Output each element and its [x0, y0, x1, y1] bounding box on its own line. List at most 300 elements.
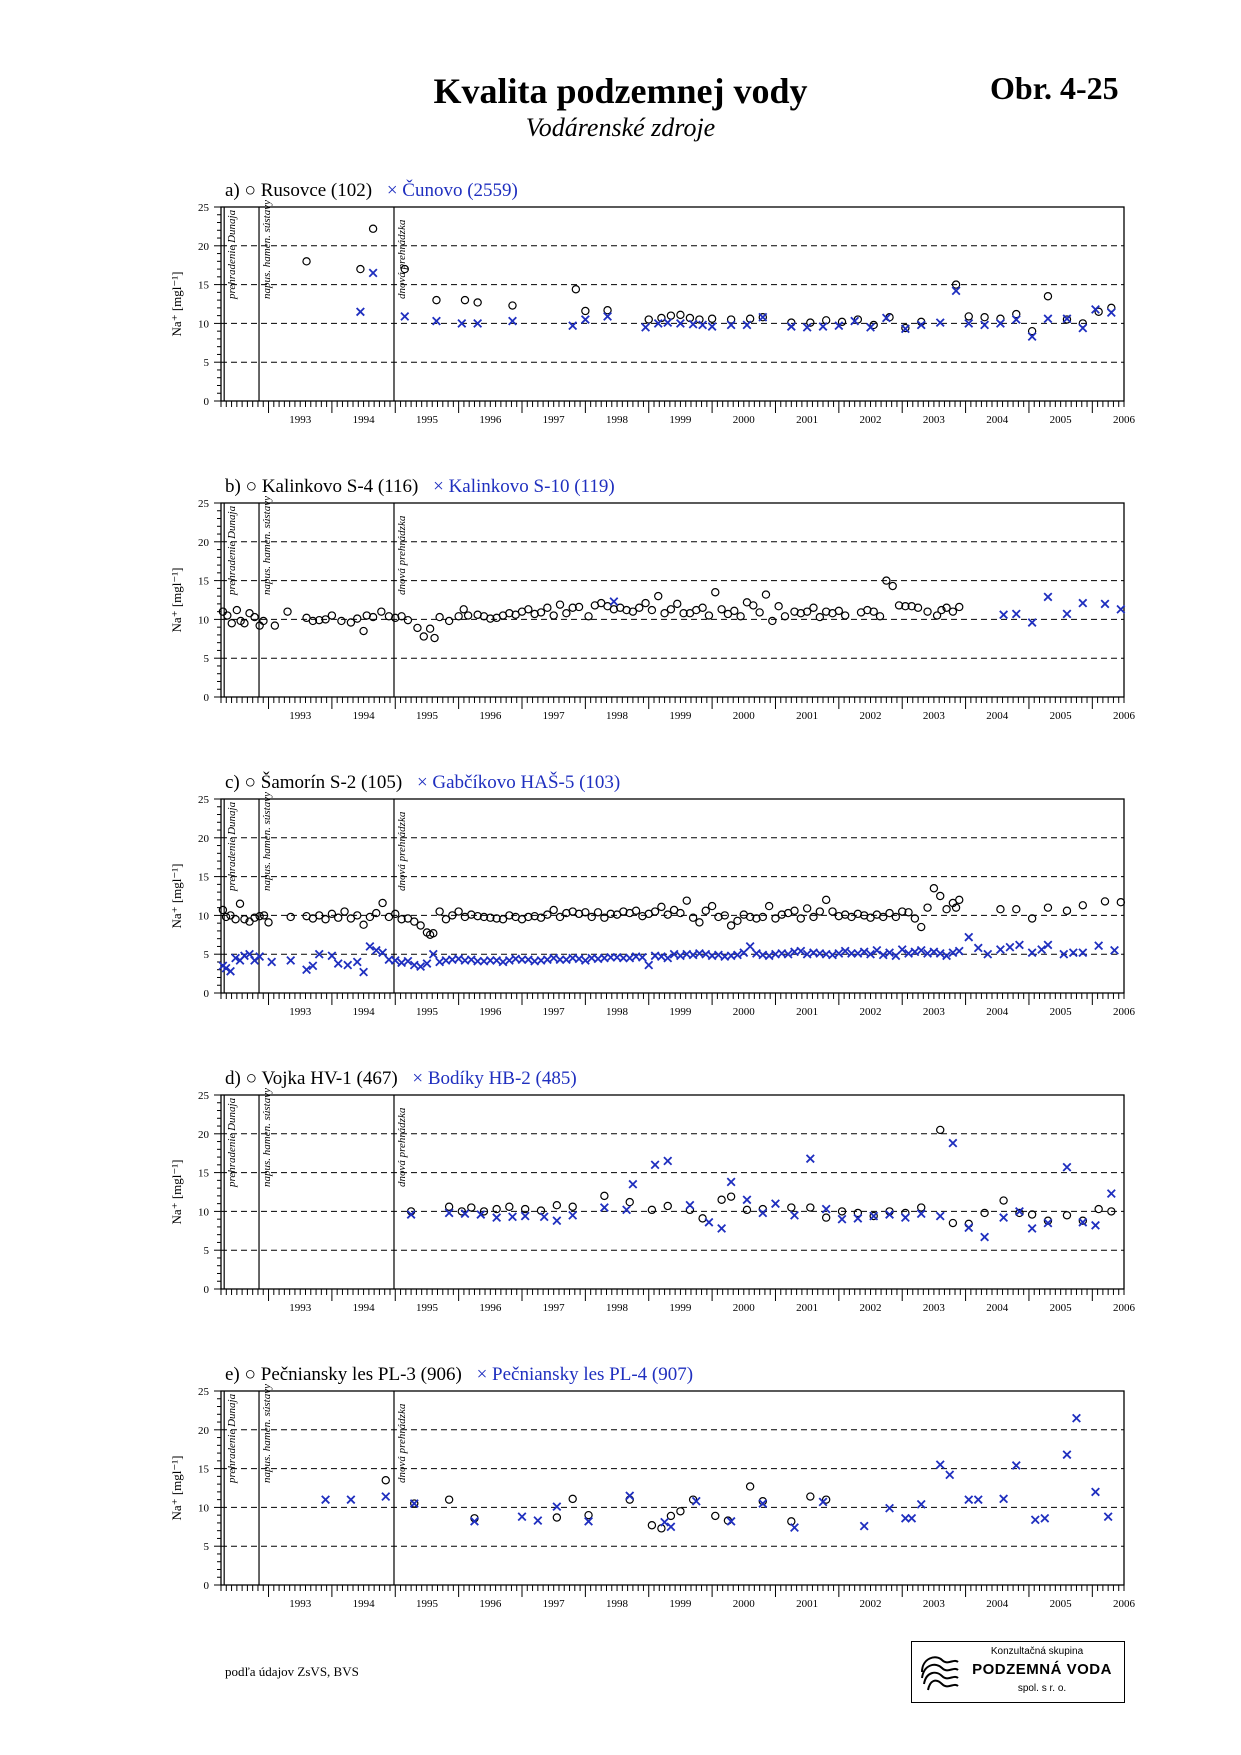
- data-point-circle: [807, 1493, 814, 1500]
- data-point-circle: [228, 620, 235, 627]
- panel-b-cross-name: × Kalinkovo S-10 (119): [433, 476, 615, 497]
- x-tick-label: 2001: [796, 1006, 819, 1018]
- data-point-circle: [747, 1483, 754, 1490]
- data-point-cross: [807, 1155, 815, 1163]
- x-tick-label: 1996: [479, 710, 502, 722]
- x-tick-label: 2002: [859, 710, 882, 722]
- x-tick-label: 1997: [542, 414, 565, 426]
- page-subtitle: Vodárenské zdroje: [525, 113, 716, 142]
- x-tick-label: 2006: [1113, 1006, 1135, 1018]
- x-tick-label: 1995: [415, 710, 438, 722]
- data-point-cross: [499, 958, 507, 966]
- data-point-circle: [842, 612, 849, 619]
- data-point-circle: [664, 911, 671, 918]
- y-axis-label: Na⁺ [mgl⁻¹]: [169, 1159, 184, 1225]
- data-point-cross: [553, 1503, 561, 1511]
- x-tick-label: 1995: [415, 1006, 438, 1018]
- data-point-cross: [1012, 316, 1020, 324]
- data-point-circle: [233, 606, 240, 613]
- data-point-circle: [892, 913, 899, 920]
- data-point-circle: [563, 610, 570, 617]
- x-tick-label: 2004: [986, 710, 1009, 722]
- data-point-circle: [1000, 1197, 1007, 1204]
- data-point-circle: [544, 604, 551, 611]
- data-point-cross: [1028, 949, 1036, 957]
- data-point-circle: [287, 913, 294, 920]
- x-tick-label: 2001: [796, 1598, 819, 1610]
- data-point-circle: [446, 1496, 453, 1503]
- y-axis-label: Na⁺ [mgl⁻¹]: [169, 863, 184, 929]
- data-point-cross: [1028, 333, 1036, 341]
- data-point-circle: [222, 913, 229, 920]
- y-tick-label: 10: [198, 614, 209, 627]
- data-point-circle: [585, 613, 592, 620]
- x-tick-label: 1996: [479, 1006, 502, 1018]
- x-tick-label: 2002: [859, 1302, 882, 1314]
- data-point-circle: [816, 908, 823, 915]
- data-point-cross: [1031, 1516, 1039, 1524]
- panel-a-chart: [0, 195, 1241, 445]
- data-point-circle: [918, 923, 925, 930]
- data-point-circle: [728, 922, 735, 929]
- data-point-circle: [658, 903, 665, 910]
- data-point-cross: [582, 957, 590, 965]
- data-point-cross: [1063, 610, 1071, 618]
- x-tick-label: 1999: [669, 1598, 692, 1610]
- data-point-cross: [328, 952, 336, 960]
- data-point-cross: [629, 1180, 637, 1188]
- y-tick-label: 0: [203, 988, 209, 1000]
- y-tick-label: 25: [198, 1090, 209, 1102]
- data-point-circle: [632, 907, 639, 914]
- data-point-cross: [357, 308, 365, 316]
- x-tick-label: 2006: [1113, 414, 1135, 426]
- data-point-cross: [835, 950, 843, 958]
- data-point-circle: [816, 613, 823, 620]
- x-tick-label: 1998: [606, 1302, 629, 1314]
- data-point-circle: [354, 615, 361, 622]
- plot-frame: [221, 1095, 1124, 1289]
- data-point-cross: [677, 952, 685, 960]
- data-point-cross: [601, 1204, 609, 1212]
- x-tick-label: 2005: [1049, 710, 1072, 722]
- data-point-cross: [686, 1201, 694, 1209]
- event-label: prehradenie Dunaja: [226, 505, 239, 595]
- x-tick-label: 1997: [542, 710, 565, 722]
- x-tick-label: 2005: [1049, 1006, 1072, 1018]
- event-label: prehradenie Dunaja: [226, 209, 239, 299]
- panel-e-chart: [0, 1379, 1241, 1629]
- data-point-circle: [572, 286, 579, 293]
- data-point-circle: [924, 608, 931, 615]
- data-point-circle: [382, 1477, 389, 1484]
- page-title: Kvalita podzemnej vody: [433, 71, 808, 111]
- data-point-cross: [949, 1139, 957, 1147]
- data-point-cross: [287, 957, 295, 965]
- x-tick-label: 2004: [986, 414, 1009, 426]
- data-point-cross: [727, 321, 735, 329]
- y-tick-label: 20: [198, 1128, 209, 1141]
- data-point-circle: [427, 625, 434, 632]
- data-point-circle: [1095, 1205, 1102, 1212]
- data-point-cross: [1070, 949, 1078, 957]
- data-point-circle: [550, 906, 557, 913]
- data-point-circle: [544, 911, 551, 918]
- data-point-cross: [268, 958, 276, 966]
- data-point-cross: [468, 956, 476, 964]
- data-point-cross: [1012, 610, 1020, 618]
- data-point-circle: [829, 908, 836, 915]
- data-point-cross: [981, 321, 989, 329]
- event-label: napus. hamen. sústavy: [261, 496, 274, 595]
- data-point-cross: [610, 598, 618, 606]
- y-tick-label: 20: [198, 1424, 209, 1437]
- data-point-circle: [709, 315, 716, 322]
- data-point-circle: [677, 909, 684, 916]
- panel-d-circle-prefix: d) ○: [225, 1068, 258, 1089]
- data-point-cross: [360, 968, 368, 976]
- data-point-circle: [436, 908, 443, 915]
- data-point-cross: [753, 950, 761, 958]
- data-point-circle: [823, 896, 830, 903]
- data-point-circle: [1013, 906, 1020, 913]
- y-axis-label: Na⁺ [mgl⁻¹]: [169, 1455, 184, 1521]
- data-point-circle: [626, 1198, 633, 1205]
- data-point-circle: [392, 910, 399, 917]
- data-point-circle: [1063, 1212, 1070, 1219]
- data-point-cross: [379, 949, 387, 957]
- data-point-cross: [854, 1215, 862, 1223]
- x-tick-label: 1999: [669, 1006, 692, 1018]
- data-point-cross: [1000, 1214, 1008, 1222]
- x-tick-label: 2000: [732, 1598, 755, 1610]
- panel-d-cross-name: × Bodíky HB-2 (485): [412, 1068, 577, 1089]
- data-point-circle: [335, 914, 342, 921]
- data-point-circle: [981, 314, 988, 321]
- data-point-circle: [712, 589, 719, 596]
- data-point-circle: [750, 602, 757, 609]
- data-point-cross: [227, 967, 235, 975]
- x-tick-label: 2000: [732, 710, 755, 722]
- logo-line3: spol. s r. o.: [1017, 1683, 1067, 1694]
- data-point-cross: [705, 1218, 713, 1226]
- event-label: napus. hamen. sústavy: [261, 1384, 274, 1483]
- data-point-cross: [743, 321, 751, 329]
- data-point-cross: [1079, 324, 1087, 332]
- data-point-cross: [791, 1524, 799, 1532]
- data-point-cross: [569, 1211, 577, 1219]
- data-point-circle: [465, 612, 472, 619]
- event-label: napus. hamen. sústavy: [261, 1088, 274, 1187]
- data-point-circle: [804, 905, 811, 912]
- y-tick-label: 15: [198, 575, 209, 588]
- y-tick-label: 20: [198, 832, 209, 845]
- data-point-cross: [936, 1461, 944, 1469]
- panel-a-circle-name: Rusovce (102): [260, 180, 373, 201]
- data-point-circle: [651, 908, 658, 915]
- panel-d-circle-name: Vojka HV-1 (467): [261, 1068, 398, 1089]
- data-point-circle: [455, 613, 462, 620]
- data-point-circle: [224, 612, 231, 619]
- data-point-circle: [341, 908, 348, 915]
- data-point-circle: [569, 1495, 576, 1502]
- data-point-circle: [674, 600, 681, 607]
- data-point-cross: [689, 951, 697, 959]
- data-point-cross: [642, 323, 650, 331]
- panel-a-cross-name: × Čunovo (2559): [386, 180, 518, 201]
- x-tick-label: 2000: [732, 1006, 755, 1018]
- panel-a-circle-prefix: a) ○: [225, 180, 256, 201]
- event-label: napus. hamen. sústavy: [261, 200, 274, 299]
- panel-c-circle-name: Šamorín S-2 (105): [260, 772, 403, 793]
- data-point-cross: [353, 958, 361, 966]
- data-point-cross: [664, 1157, 672, 1165]
- data-point-circle: [260, 617, 267, 624]
- x-tick-label: 1996: [479, 1302, 502, 1314]
- x-tick-label: 2001: [796, 710, 819, 722]
- y-tick-label: 5: [203, 1245, 209, 1258]
- data-point-circle: [956, 896, 963, 903]
- data-point-circle: [474, 299, 481, 306]
- x-tick-label: 1996: [479, 414, 502, 426]
- data-point-circle: [582, 307, 589, 314]
- x-tick-label: 1999: [669, 1302, 692, 1314]
- data-point-circle: [791, 907, 798, 914]
- plot-frame: [221, 503, 1124, 697]
- x-tick-label: 2003: [922, 414, 945, 426]
- event-label: prehradenie Dunaja: [226, 801, 239, 891]
- data-point-circle: [506, 1203, 513, 1210]
- y-tick-label: 25: [198, 1386, 209, 1398]
- data-point-circle: [232, 916, 239, 923]
- data-point-cross: [525, 956, 533, 964]
- event-label: napus. hamen. sústavy: [261, 792, 274, 891]
- x-tick-label: 2006: [1113, 1598, 1135, 1610]
- data-point-circle: [284, 608, 291, 615]
- data-point-cross: [902, 1214, 910, 1222]
- logo-line1: Konzultačná skupina: [990, 1646, 1084, 1657]
- data-point-cross: [718, 1225, 726, 1233]
- data-point-cross: [1095, 942, 1103, 950]
- x-tick-label: 2005: [1049, 1598, 1072, 1610]
- data-point-cross: [997, 946, 1005, 954]
- y-tick-label: 25: [198, 498, 209, 510]
- x-tick-label: 1995: [415, 1598, 438, 1610]
- data-point-circle: [728, 1193, 735, 1200]
- data-point-cross: [626, 954, 634, 962]
- data-point-cross: [493, 1214, 501, 1222]
- data-point-cross: [981, 1233, 989, 1241]
- event-label: prehradenie Dunaja: [226, 1393, 239, 1483]
- data-point-cross: [870, 1212, 878, 1220]
- x-tick-label: 1998: [606, 710, 629, 722]
- data-point-circle: [705, 612, 712, 619]
- data-point-cross: [1044, 315, 1052, 323]
- x-tick-label: 1998: [606, 1006, 629, 1018]
- data-point-circle: [655, 593, 662, 600]
- x-tick-label: 1993: [289, 1302, 312, 1314]
- data-point-circle: [683, 897, 690, 904]
- data-point-circle: [835, 607, 842, 614]
- x-tick-label: 1994: [352, 414, 375, 426]
- data-point-circle: [756, 609, 763, 616]
- data-point-circle: [937, 892, 944, 899]
- data-point-cross: [344, 961, 352, 969]
- data-point-circle: [667, 606, 674, 613]
- data-point-cross: [322, 1496, 330, 1504]
- y-tick-label: 20: [198, 240, 209, 253]
- x-tick-label: 1994: [352, 1006, 375, 1018]
- data-point-cross: [534, 1517, 542, 1525]
- data-point-circle: [461, 297, 468, 304]
- data-point-circle: [338, 617, 345, 624]
- data-point-cross: [965, 1496, 973, 1504]
- data-point-cross: [1044, 593, 1052, 601]
- data-point-circle: [256, 622, 263, 629]
- data-point-circle: [924, 904, 931, 911]
- x-tick-label: 1995: [415, 1302, 438, 1314]
- data-point-circle: [433, 297, 440, 304]
- panel-e-circle-prefix: e) ○: [225, 1364, 256, 1385]
- data-point-cross: [582, 316, 590, 324]
- data-point-cross: [540, 1213, 548, 1221]
- data-point-circle: [949, 608, 956, 615]
- x-tick-label: 1997: [542, 1006, 565, 1018]
- data-point-cross: [347, 1496, 355, 1504]
- data-point-circle: [1029, 1211, 1036, 1218]
- y-tick-label: 0: [203, 396, 209, 408]
- data-point-cross: [974, 944, 982, 952]
- data-point-cross: [759, 313, 767, 321]
- event-label: prehradenie Dunaja: [226, 1097, 239, 1187]
- data-point-circle: [943, 906, 950, 913]
- data-point-cross: [645, 961, 653, 969]
- data-point-cross: [410, 1500, 418, 1508]
- data-point-cross: [1101, 600, 1109, 608]
- x-tick-label: 2004: [986, 1302, 1009, 1314]
- data-point-cross: [521, 1212, 529, 1220]
- data-point-circle: [556, 601, 563, 608]
- data-point-circle: [937, 1126, 944, 1133]
- x-tick-label: 2002: [859, 1598, 882, 1610]
- data-point-cross: [1073, 1414, 1081, 1422]
- data-point-cross: [455, 955, 463, 963]
- data-point-circle: [357, 265, 364, 272]
- logo-line2: PODZEMNÁ VODA: [972, 1661, 1112, 1678]
- data-point-circle: [930, 885, 937, 892]
- data-point-circle: [981, 1209, 988, 1216]
- panel-e-cross-name: × Pečniansky les PL-4 (907): [476, 1364, 694, 1385]
- data-point-circle: [889, 582, 896, 589]
- y-tick-label: 20: [198, 536, 209, 549]
- data-point-cross: [334, 960, 342, 968]
- data-point-circle: [553, 1514, 560, 1521]
- data-point-cross: [436, 958, 444, 966]
- data-point-circle: [810, 913, 817, 920]
- plot-frame: [221, 1391, 1124, 1585]
- data-point-circle: [699, 1215, 706, 1222]
- data-point-circle: [594, 909, 601, 916]
- x-tick-label: 1998: [606, 1598, 629, 1610]
- data-point-circle: [303, 258, 310, 265]
- data-point-cross: [772, 1200, 780, 1208]
- x-tick-label: 2004: [986, 1598, 1009, 1610]
- y-tick-label: 10: [198, 910, 209, 923]
- data-point-circle: [956, 603, 963, 610]
- data-point-circle: [677, 311, 684, 318]
- data-point-circle: [766, 902, 773, 909]
- x-tick-label: 1993: [289, 414, 312, 426]
- data-point-cross: [974, 1496, 982, 1504]
- data-point-circle: [404, 617, 411, 624]
- data-point-circle: [420, 633, 427, 640]
- data-point-cross: [553, 1217, 561, 1225]
- x-tick-label: 1994: [352, 710, 375, 722]
- data-point-cross: [1000, 611, 1008, 619]
- data-point-cross: [401, 313, 409, 321]
- data-point-circle: [455, 908, 462, 915]
- x-tick-label: 2005: [1049, 414, 1072, 426]
- data-point-cross: [518, 1513, 526, 1521]
- data-point-cross: [1063, 1163, 1071, 1171]
- y-tick-label: 15: [198, 279, 209, 292]
- data-point-cross: [575, 955, 583, 963]
- x-tick-label: 2004: [986, 1006, 1009, 1018]
- data-point-cross: [222, 964, 230, 972]
- data-point-circle: [636, 604, 643, 611]
- y-tick-label: 10: [198, 318, 209, 331]
- plot-frame: [221, 207, 1124, 401]
- data-point-circle: [648, 606, 655, 613]
- y-tick-label: 0: [203, 1580, 209, 1592]
- data-point-circle: [1044, 904, 1051, 911]
- data-point-cross: [886, 1504, 894, 1512]
- data-point-circle: [731, 607, 738, 614]
- data-point-circle: [1101, 898, 1108, 905]
- y-tick-label: 15: [198, 1167, 209, 1180]
- panel-b-chart: [0, 491, 1241, 741]
- data-point-circle: [436, 613, 443, 620]
- x-tick-label: 1999: [669, 414, 692, 426]
- data-point-cross: [965, 933, 973, 941]
- data-point-cross: [626, 1492, 634, 1500]
- data-point-circle: [718, 1196, 725, 1203]
- data-point-cross: [734, 951, 742, 959]
- data-point-circle: [1063, 907, 1070, 914]
- x-tick-label: 1999: [669, 710, 692, 722]
- x-tick-label: 2001: [796, 1302, 819, 1314]
- data-point-circle: [446, 617, 453, 624]
- data-point-cross: [493, 957, 501, 965]
- data-point-cross: [1016, 941, 1024, 949]
- data-point-circle: [642, 600, 649, 607]
- data-point-cross: [1108, 1190, 1116, 1198]
- data-point-cross: [369, 269, 377, 277]
- data-point-circle: [379, 899, 386, 906]
- x-tick-label: 2003: [922, 1598, 945, 1610]
- data-point-cross: [651, 1161, 659, 1169]
- y-tick-label: 5: [203, 1541, 209, 1554]
- x-tick-label: 2006: [1113, 710, 1135, 722]
- panel-c-circle-prefix: c) ○: [225, 772, 256, 793]
- x-tick-label: 1995: [415, 414, 438, 426]
- event-label: dnová prehrádzka: [395, 219, 408, 299]
- data-point-cross: [765, 952, 773, 960]
- data-point-cross: [715, 951, 723, 959]
- data-point-circle: [712, 1512, 719, 1519]
- data-point-circle: [762, 591, 769, 598]
- data-point-cross: [1038, 946, 1046, 954]
